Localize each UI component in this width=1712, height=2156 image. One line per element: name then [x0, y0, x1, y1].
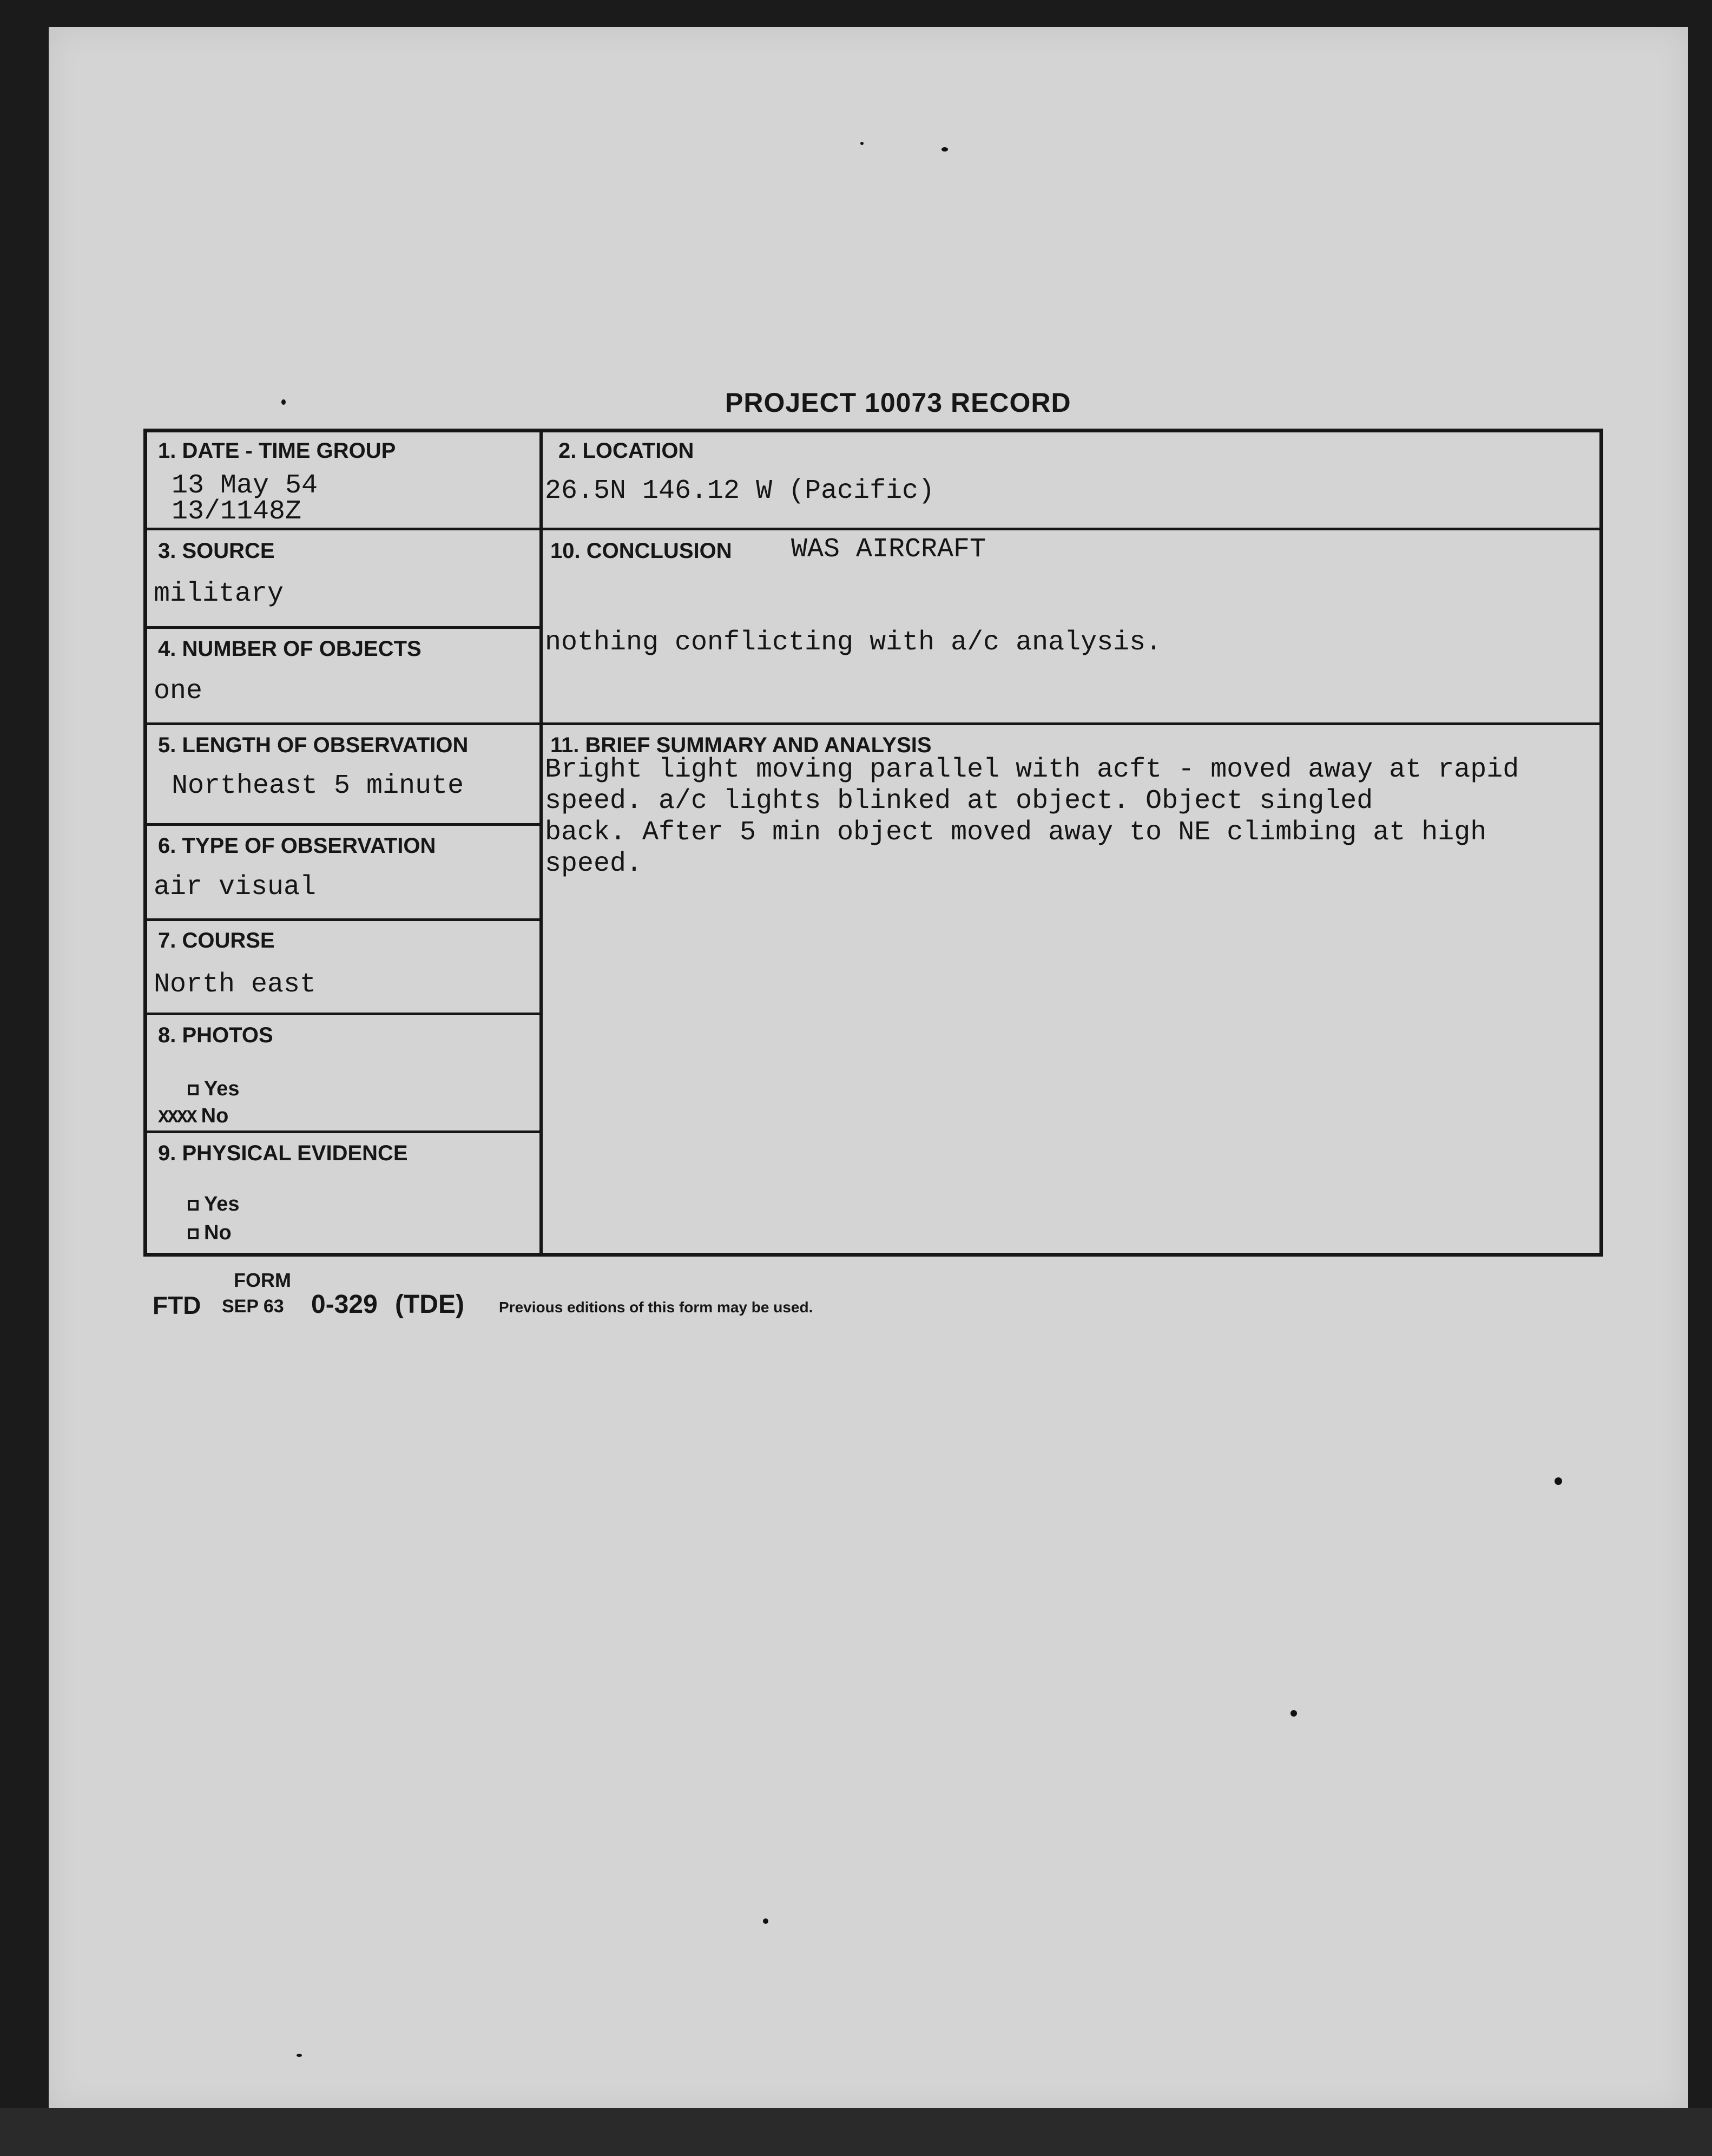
summary-line: Bright light moving parallel with acft - moved away at rapid: [545, 754, 1519, 785]
footer-tde: (TDE): [395, 1290, 464, 1319]
summary-line: speed. a/c lights blinked at object. Object singled: [545, 786, 1373, 817]
location-value: 26.5N 146.12 W (Pacific): [545, 476, 935, 507]
course-value: North east: [154, 969, 317, 1000]
date-value: 13 May 54: [172, 470, 318, 501]
num-objects-label: 4. NUMBER OF OBJECTS: [158, 637, 422, 661]
source-label: 3. SOURCE: [158, 539, 275, 563]
footer-form-number: 0-329: [311, 1290, 378, 1319]
scan-speck: [281, 399, 286, 405]
column-divider: [539, 432, 543, 1253]
photos-no-mark: XXXX: [158, 1108, 196, 1128]
time-value: 13/1148Z: [172, 496, 302, 527]
row-divider: [147, 918, 541, 921]
footer-ftd: FTD: [153, 1291, 201, 1319]
row-divider: [147, 626, 541, 629]
photos-no-text: No: [201, 1105, 229, 1127]
summary-label: 11. BRIEF SUMMARY AND ANALYSIS: [550, 733, 932, 757]
row-divider: [147, 722, 1599, 725]
row-divider: [147, 823, 541, 826]
type-obs-value: air visual: [154, 872, 317, 903]
conclusion-value: WAS AIRCRAFT: [791, 534, 986, 565]
summary-line: speed.: [545, 849, 643, 879]
footer-note: Previous editions of this form may be used.: [499, 1299, 813, 1316]
footer-form-word: FORM: [234, 1269, 291, 1291]
source-value: military: [154, 579, 284, 609]
length-obs-value: Northeast 5 minute: [172, 771, 464, 801]
num-objects-value: one: [154, 676, 203, 707]
conclusion-detail: nothing conflicting with a/c analysis.: [545, 627, 1162, 658]
record-form: [143, 429, 1603, 1257]
row-divider: [147, 1013, 541, 1015]
footer-date: SEP 63: [222, 1296, 284, 1317]
date-time-label: 1. DATE - TIME GROUP: [158, 439, 396, 463]
physical-no-checkbox: [188, 1228, 199, 1239]
row-divider: [147, 1130, 541, 1133]
form-title: PROJECT 10073 RECORD: [725, 387, 1071, 418]
scan-speck: [1290, 1710, 1297, 1717]
scan-speck: [941, 147, 948, 152]
conclusion-label: 10. CONCLUSION: [550, 539, 732, 563]
physical-yes-checkbox: [188, 1200, 199, 1211]
summary-line: back. After 5 min object moved away to NE climbing at high: [545, 817, 1487, 848]
physical-no-option: [188, 1221, 232, 1245]
length-obs-label: 5. LENGTH OF OBSERVATION: [158, 733, 469, 757]
scan-border: [0, 2108, 1712, 2156]
scan-speck: [297, 2054, 302, 2057]
type-obs-label: 6. TYPE OF OBSERVATION: [158, 834, 436, 858]
photos-no-option: [158, 1105, 228, 1128]
physical-no-text: No: [204, 1221, 232, 1244]
physical-yes-text: Yes: [204, 1193, 240, 1215]
scan-speck: [860, 142, 864, 145]
photos-label: 8. PHOTOS: [158, 1023, 273, 1047]
photos-yes-option: [188, 1077, 240, 1101]
physical-yes-option: [188, 1193, 240, 1216]
photos-yes-checkbox: [188, 1084, 199, 1095]
location-label: 2. LOCATION: [558, 439, 694, 463]
scan-speck: [763, 1918, 768, 1924]
photos-yes-text: Yes: [204, 1077, 240, 1100]
course-label: 7. COURSE: [158, 929, 275, 952]
physical-evidence-label: 9. PHYSICAL EVIDENCE: [158, 1141, 408, 1165]
row-divider: [147, 528, 1599, 530]
scan-speck: [1555, 1477, 1562, 1485]
